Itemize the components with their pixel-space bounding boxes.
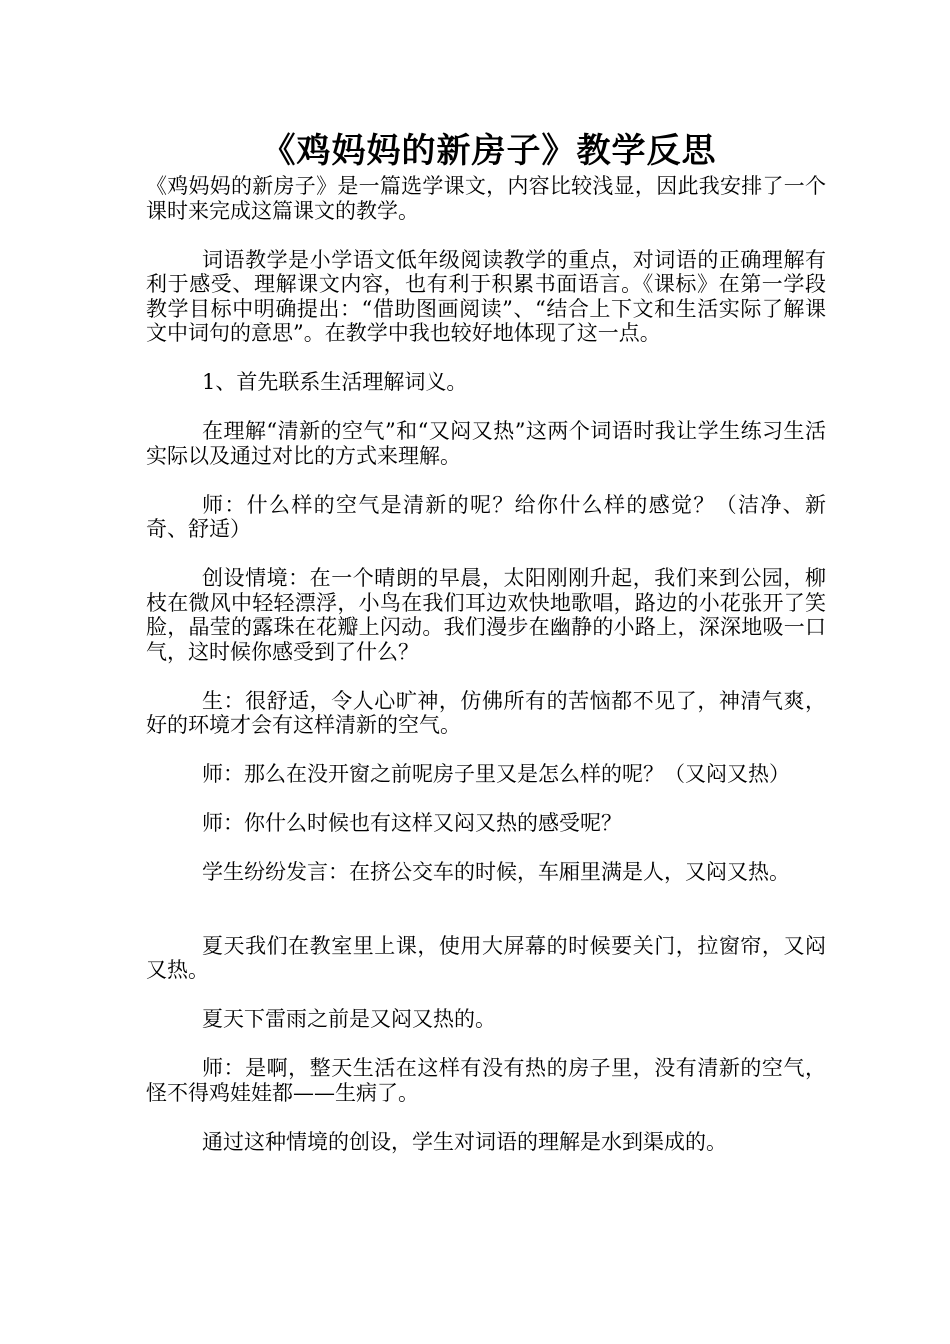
paragraph: 学生纷纷发言：在挤公交车的时候，车厢里满是人，又闷又热。 xyxy=(202,860,790,884)
paragraph: 词语教学是小学语文低年级阅读教学的重点，对词语的正确理解有利于感受、理解课文内容，也有利于积累书面语言。《课标》在第一学段教学目标中明确提出：“借助图画阅读”、“结合上下文和生活实际了解课文中词句的意思”。在教学中我也较好地体现了这一点。 xyxy=(146,247,826,345)
document-page xyxy=(146,128,826,1179)
paragraph: 师：什么样的空气是清新的呢？给你什么样的感觉？（洁净、新奇、舒适） xyxy=(146,492,826,541)
paragraph: 夏天下雷雨之前是又闷又热的。 xyxy=(202,1007,496,1031)
paragraph: 《鸡妈妈的新房子》是一篇选学课文，内容比较浅显，因此我安排了一个课时来完成这篇课文的教学。 xyxy=(146,174,826,223)
document-body xyxy=(146,174,826,1154)
paragraph: 生：很舒适，令人心旷神，仿佛所有的苦恼都不见了，神清气爽，好的环境才会有这样清新的空气。 xyxy=(146,688,826,737)
paragraph: 师：那么在没开窗之前呢房子里又是怎么样的呢？（又闷又热） xyxy=(202,762,790,786)
paragraph: 夏天我们在教室里上课，使用大屏幕的时候要关门，拉窗帘，又闷又热。 xyxy=(146,933,826,982)
paragraph: 师：是啊，整天生活在这样有没有热的房子里，没有清新的空气，怪不得鸡娃娃都——生病了。 xyxy=(146,1056,826,1105)
document-title: 《鸡妈妈的新房子》教学反思 xyxy=(261,131,717,171)
paragraph: 师：你什么时候也有这样又闷又热的感受呢？ xyxy=(202,811,622,835)
paragraph: 在理解“清新的空气”和“又闷又热”这两个词语时我让学生练习生活实际以及通过对比的方式来理解。 xyxy=(146,419,826,468)
paragraph: 1、首先联系生活理解词义。 xyxy=(202,370,468,394)
paragraph: 通过这种情境的创设，学生对词语的理解是水到渠成的。 xyxy=(202,1129,727,1154)
paragraph: 创设情境：在一个晴朗的早晨，太阳刚刚升起，我们来到公园，柳枝在微风中轻轻漂浮，小鸟在我们耳边欢快地歌唱，路边的小花张开了笑脸，晶莹的露珠在花瓣上闪动。我们漫步在幽静的小路上，深深地吸一口气，这时候你感受到了什么？ xyxy=(146,566,826,664)
